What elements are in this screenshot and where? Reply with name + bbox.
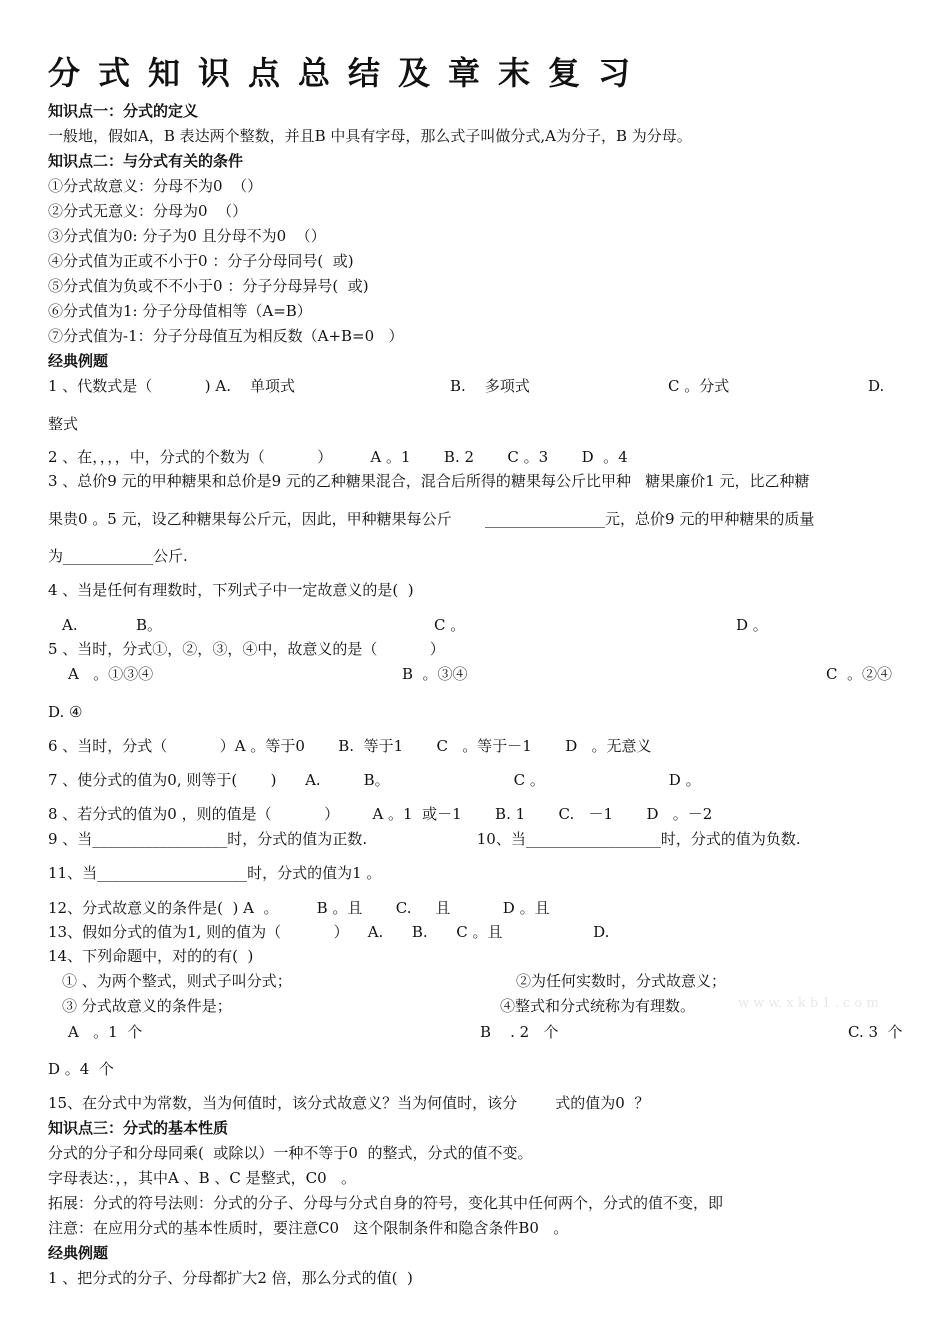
text-line: 12、分式故意义的条件是( ) A 。 B 。且 C. 且 D 。且 [48, 899, 550, 917]
text-line: 注意：在应用分式的基本性质时，要注意C0 这个限制条件和隐含条件B0 。 [48, 1219, 569, 1237]
text-line: 4 、当是任何有理数时，下列式子中一定故意义的是( ) [48, 581, 414, 599]
q1-option-c: C 。分式 [668, 377, 730, 395]
q14-option-a: A 。1 个 [68, 1023, 143, 1041]
q4-option-b: B。 [136, 616, 163, 634]
q4-option-a: A. [62, 616, 78, 634]
q14-option-b: B . 2 个 [480, 1023, 559, 1041]
text-line: 15、在分式中为常数，当为何值时，该分式故意义？当为何值时，该分 式的值为0 ？ [48, 1094, 650, 1112]
text-line: 果贵0 。5 元，设乙种糖果每公斤元，因此，甲种糖果每公斤 ________________元，总价9 元的甲种糖果的质量 [48, 510, 815, 528]
q1-stem: 1 、代数式是（ ) A. 单项式 [48, 377, 296, 395]
text-line: 分式的分子和分母同乘( 或除以）一种不等于0 的整式，分式的值不变。 [48, 1144, 533, 1162]
text-line: 7 、使分式的值为0, 则等于( ) A. B。 C 。 D 。 [48, 771, 701, 789]
text-line: 3 、总价9 元的甲种糖果和总价是9 元的乙种糖果混合，混合后所得的糖果每公斤比甲种 糖果廉价1 元，比乙种糖 [48, 472, 810, 490]
q14-item-3: ③ 分式故意义的条件是； [62, 997, 232, 1015]
text-line: ⑤分式值为负或不不小于0 ：分子分母异号( 或) [48, 277, 369, 295]
text-line: 11、当____________________时，分式的值为1 。 [48, 864, 382, 882]
text-line: ③分式值为0: 分子为0 且分母不为0 （） [48, 227, 326, 245]
section-heading: 知识点二：与分式有关的条件 [48, 152, 244, 170]
section-heading: 知识点三：分式的基本性质 [48, 1119, 229, 1137]
section-heading: 知识点一：分式的定义 [48, 102, 199, 120]
text-line: 13、假如分式的值为1, 则的值为（ ） A. B. C 。且 D. [48, 923, 610, 941]
text-line: 8 、若分式的值为0 ，则的值是（ ） A 。1 或－1 B. 1 C. －1 D 。－2 [48, 805, 713, 823]
text-line: ⑥分式值为1: 分子分母值相等（A=B） [48, 302, 312, 320]
page-title: 分式知识点总结及章末复习 [48, 54, 649, 92]
q5-option-c: C 。②④ [826, 665, 893, 683]
q14-item-4: ④整式和分式统称为有理数。 [500, 997, 696, 1015]
q14-option-c: C. 3 个 [848, 1023, 903, 1041]
section-heading: 经典例题 [48, 1244, 109, 1262]
text-line: ⑦分式值为-1：分子分母值互为相反数（A+B=0 ） [48, 327, 404, 345]
q1-option-d: D. [868, 377, 885, 395]
q14-item-1: ① 、为两个整式，则式子叫分式； [62, 972, 292, 990]
text-line: 一般地，假如A，B 表达两个整数，并且B 中具有字母，那么式子叫做分式,A为分子，B 为分母。 [48, 127, 692, 145]
text-line: 2 、在，，，，中，分式的个数为（ ） A 。1 B. 2 C 。3 D 。4 [48, 448, 628, 466]
section-heading: 经典例题 [48, 352, 109, 370]
text-line: 为____________公斤. [48, 547, 188, 565]
text-line: ④分式值为正或不小于0 ：分子分母同号( 或) [48, 252, 354, 270]
text-line: 字母表达：，，其中A 、B 、C 是整式，C0 。 [48, 1169, 356, 1187]
text-line: ②分式无意义：分母为0 （） [48, 202, 248, 220]
text-line: 5 、当时，分式①，②，③，④中，故意义的是（ ） [48, 640, 445, 658]
text-line: 6 、当时，分式（ ）A 。等于0 B. 等于1 C 。等于－1 D 。无意义 [48, 737, 652, 755]
text-line: 拓展：分式的符号法则：分式的分子、分母与分式自身的符号，变化其中任何两个，分式的值不变，即 [48, 1194, 724, 1212]
text-line: D 。4 个 [48, 1060, 114, 1078]
text-line: D. ④ [48, 703, 83, 721]
q4-option-d: D 。 [736, 616, 768, 634]
text-line: ①分式故意义：分母不为0 （） [48, 177, 263, 195]
q5-option-a: A 。①③④ [68, 665, 154, 683]
watermark: w w w. x k b 1 . c o m [738, 996, 879, 1011]
q4-option-c: C 。 [434, 616, 466, 634]
q5-option-b: B 。③④ [402, 665, 468, 683]
text-line: 9 、当__________________时，分式的值为正数. 10、当__________________时，分式的值为负数. [48, 830, 801, 848]
q14-item-2: ②为任何实数时，分式故意义； [516, 972, 727, 990]
q1-option-b: B. 多项式 [450, 377, 530, 395]
text-line: 整式 [48, 415, 79, 433]
text-line: 1 、把分式的分子、分母都扩大2 倍，那么分式的值( ) [48, 1269, 413, 1287]
text-line: 14、下列命题中，对的的有( ) [48, 947, 254, 965]
